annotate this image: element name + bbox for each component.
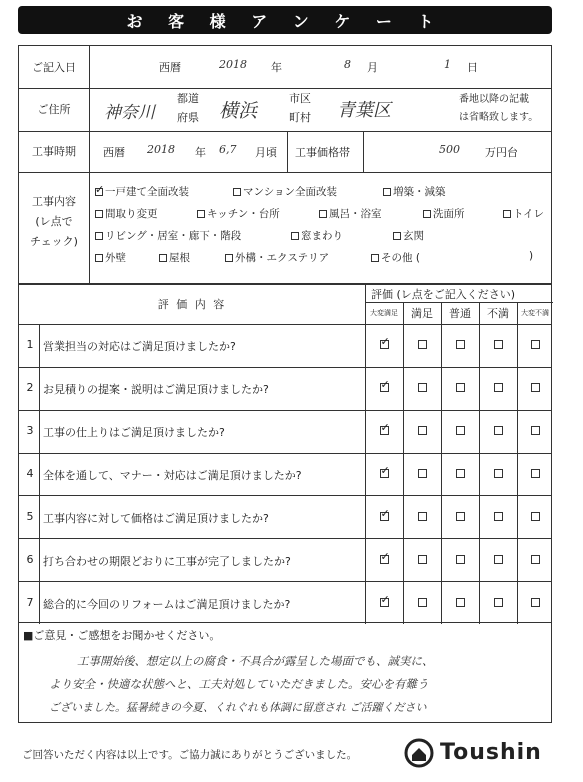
rating-checkbox[interactable] bbox=[494, 512, 503, 521]
checkbox-icon[interactable] bbox=[225, 254, 233, 262]
rating-column-header: 不満 bbox=[487, 307, 509, 320]
rating-column-header: 普通 bbox=[449, 307, 471, 320]
checkbox-icon[interactable] bbox=[393, 232, 401, 240]
work-option[interactable] bbox=[371, 250, 420, 265]
rating-checkbox[interactable] bbox=[494, 426, 503, 435]
address-pref-unit-bottom: 府県 bbox=[177, 111, 199, 124]
rating-checkbox[interactable] bbox=[531, 383, 540, 392]
work-option[interactable] bbox=[503, 206, 544, 221]
form-title: お 客 様 ア ン ケ ー ト bbox=[18, 6, 552, 34]
date-year: 2018 bbox=[219, 58, 247, 71]
work-label-3: チェック) bbox=[30, 235, 78, 248]
question-text: 打ち合わせの期限どおりに工事が完了しましたか? bbox=[43, 554, 291, 568]
evaluation-table bbox=[18, 283, 552, 623]
question-number: 2 bbox=[26, 381, 34, 395]
rating-checkbox[interactable] bbox=[531, 426, 540, 435]
checkbox-icon[interactable] bbox=[319, 210, 327, 218]
period-year: 2018 bbox=[147, 143, 175, 156]
rating-checkbox[interactable] bbox=[380, 383, 389, 392]
checkbox-icon[interactable] bbox=[233, 188, 241, 196]
work-option[interactable] bbox=[95, 184, 189, 199]
rating-checkbox[interactable] bbox=[456, 469, 465, 478]
work-option-label: 風呂・浴室 bbox=[329, 208, 382, 220]
date-label: ご記入日 bbox=[32, 61, 76, 74]
work-option-label: 外構・エクステリア bbox=[235, 252, 330, 264]
rating-checkbox[interactable] bbox=[456, 512, 465, 521]
work-option-label: 屋根 bbox=[169, 252, 190, 264]
question-number: 6 bbox=[26, 552, 34, 566]
address-ward: 青葉区 bbox=[337, 100, 391, 121]
address-city-unit-top: 市区 bbox=[289, 92, 311, 105]
address-note-2: は省略致します。 bbox=[459, 112, 539, 123]
address-city-unit-bottom: 町村 bbox=[289, 111, 311, 124]
address-pref-unit-top: 都道 bbox=[177, 92, 199, 105]
question-text: 工事の仕上りはご満足頂けましたか? bbox=[43, 426, 225, 440]
work-option-label: 窓まわり bbox=[301, 230, 343, 242]
checkbox-icon[interactable] bbox=[95, 210, 103, 218]
date-day-unit: 日 bbox=[467, 61, 478, 74]
question-text: 全体を通して、マナー・対応はご満足頂けましたか? bbox=[43, 469, 302, 482]
rating-checkbox[interactable] bbox=[531, 555, 540, 564]
work-option-label: 一戸建て全面改装 bbox=[105, 186, 189, 198]
work-option[interactable] bbox=[423, 206, 465, 221]
work-option[interactable] bbox=[197, 206, 280, 221]
question-number: 1 bbox=[26, 338, 34, 352]
question-text: 工事内容に対して価格はご満足頂けましたか? bbox=[43, 511, 269, 525]
brand-name: Toushin bbox=[440, 740, 542, 765]
comment-line-2: より安全・快適な状態へと、工夫対処していただきました。安心を有難う bbox=[49, 677, 429, 691]
rating-checkbox[interactable] bbox=[494, 555, 503, 564]
comment-box bbox=[18, 623, 552, 723]
rating-checkbox[interactable] bbox=[380, 512, 389, 521]
work-option-label: 間取り変更 bbox=[105, 208, 158, 220]
rating-checkbox[interactable] bbox=[531, 598, 540, 607]
footer-text: ご回答いただく内容は以上です。ご協力誠にありがとうございました。 bbox=[22, 749, 358, 761]
rating-checkbox[interactable] bbox=[494, 469, 503, 478]
rating-checkbox[interactable] bbox=[456, 426, 465, 435]
comment-label: ■ご意見・ご感想をお聞かせください。 bbox=[23, 629, 221, 642]
rating-checkbox[interactable] bbox=[380, 340, 389, 349]
checkbox-icon[interactable] bbox=[159, 254, 167, 262]
rating-checkbox[interactable] bbox=[456, 383, 465, 392]
work-option[interactable] bbox=[383, 184, 446, 199]
price-value: 500 bbox=[439, 143, 460, 156]
rating-column-header: 大変満足 bbox=[370, 309, 398, 317]
checkbox-icon[interactable] bbox=[383, 188, 391, 196]
checkbox-icon[interactable] bbox=[503, 210, 511, 218]
date-year-unit: 年 bbox=[271, 61, 282, 74]
question-number: 3 bbox=[26, 424, 34, 438]
rating-checkbox[interactable] bbox=[418, 512, 427, 521]
question-number: 7 bbox=[26, 595, 34, 609]
other-close: ) bbox=[529, 250, 534, 262]
work-option-label: マンション全面改装 bbox=[243, 186, 338, 198]
address-note-1: 番地以降の記載 bbox=[459, 94, 529, 105]
work-option-label: トイレ bbox=[513, 208, 544, 220]
rating-column-header: 大変不満 bbox=[521, 309, 549, 317]
rating-checkbox[interactable] bbox=[531, 469, 540, 478]
rating-checkbox[interactable] bbox=[456, 555, 465, 564]
rating-checkbox[interactable] bbox=[418, 469, 427, 478]
work-option-label: リビング・居室・廊下・階段 bbox=[105, 230, 242, 242]
work-option[interactable] bbox=[95, 206, 158, 221]
question-text: 総合的に今回のリフォームはご満足頂けましたか? bbox=[43, 597, 291, 611]
work-option[interactable] bbox=[393, 228, 424, 243]
period-month-unit: 月頃 bbox=[255, 146, 277, 159]
work-option-label: その他 ( bbox=[381, 252, 420, 264]
address-pref: 神奈川 bbox=[104, 103, 155, 123]
rating-checkbox[interactable] bbox=[418, 555, 427, 564]
rating-checkbox[interactable] bbox=[531, 340, 540, 349]
date-month-unit: 月 bbox=[367, 61, 378, 74]
question-number: 4 bbox=[26, 467, 34, 480]
date-month: 8 bbox=[344, 58, 351, 71]
date-era: 西暦 bbox=[159, 61, 181, 74]
rating-checkbox[interactable] bbox=[380, 426, 389, 435]
checkbox-icon[interactable] bbox=[423, 210, 431, 218]
rating-checkbox[interactable] bbox=[418, 340, 427, 349]
rating-checkbox[interactable] bbox=[418, 383, 427, 392]
period-month: 6,7 bbox=[219, 143, 237, 156]
price-label: 工事価格帯 bbox=[295, 146, 350, 159]
rating-checkbox[interactable] bbox=[456, 340, 465, 349]
work-option[interactable] bbox=[95, 228, 241, 243]
comment-line-1: 工事開始後、想定以上の腐食・不具合が露呈した場面でも、誠実に、 bbox=[77, 654, 434, 668]
checkbox-icon[interactable] bbox=[95, 188, 103, 196]
rating-checkbox[interactable] bbox=[418, 426, 427, 435]
question-number: 5 bbox=[26, 509, 34, 523]
rating-checkbox[interactable] bbox=[380, 469, 389, 478]
work-label-2: (レ点で bbox=[35, 215, 73, 228]
rating-checkbox[interactable] bbox=[380, 598, 389, 607]
rating-header: 評価 (レ点をご記入ください) bbox=[371, 288, 516, 301]
question-text: 営業担当の対応はご満足頂けましたか? bbox=[43, 340, 236, 354]
question-text: お見積りの提案・説明はご満足頂けましたか? bbox=[43, 383, 269, 397]
comment-line-3: ございました。猛暑続きの今夏、くれぐれも体調に留意され ご活躍ください bbox=[49, 701, 427, 714]
checkbox-icon[interactable] bbox=[291, 232, 299, 240]
work-option-label: 洗面所 bbox=[433, 208, 465, 220]
work-option[interactable] bbox=[159, 250, 190, 265]
work-label-1: 工事内容 bbox=[32, 195, 76, 208]
work-option[interactable] bbox=[319, 206, 382, 221]
date-day: 1 bbox=[444, 58, 451, 71]
rating-checkbox[interactable] bbox=[531, 512, 540, 521]
work-option[interactable] bbox=[291, 228, 343, 243]
house-logo-icon bbox=[404, 738, 434, 768]
rating-column-header: 満足 bbox=[411, 307, 433, 320]
rating-checkbox[interactable] bbox=[494, 598, 503, 607]
work-option[interactable] bbox=[95, 250, 126, 265]
price-unit: 万円台 bbox=[485, 146, 518, 159]
rating-checkbox[interactable] bbox=[456, 598, 465, 607]
checkbox-icon[interactable] bbox=[197, 210, 205, 218]
checkbox-icon[interactable] bbox=[95, 254, 103, 262]
work-option-label: 玄関 bbox=[403, 230, 424, 242]
address-label: ご住所 bbox=[37, 103, 71, 116]
rating-checkbox[interactable] bbox=[494, 383, 503, 392]
period-year-unit: 年 bbox=[195, 146, 206, 159]
rating-checkbox[interactable] bbox=[418, 598, 427, 607]
rating-checkbox[interactable] bbox=[380, 555, 389, 564]
rating-checkbox[interactable] bbox=[494, 340, 503, 349]
eval-header: 評 価 内 容 bbox=[157, 298, 227, 311]
work-option[interactable] bbox=[225, 250, 329, 265]
period-label: 工事時期 bbox=[32, 145, 76, 158]
work-option[interactable] bbox=[233, 184, 337, 199]
checkbox-icon[interactable] bbox=[95, 232, 103, 240]
period-era: 西暦 bbox=[103, 146, 125, 159]
checkbox-icon[interactable] bbox=[371, 254, 379, 262]
work-option-label: 外壁 bbox=[105, 252, 126, 264]
info-table bbox=[18, 45, 552, 285]
address-city: 横浜 bbox=[219, 100, 258, 122]
work-option-label: 増築・減築 bbox=[393, 186, 446, 198]
work-option-label: キッチン・台所 bbox=[207, 208, 280, 220]
